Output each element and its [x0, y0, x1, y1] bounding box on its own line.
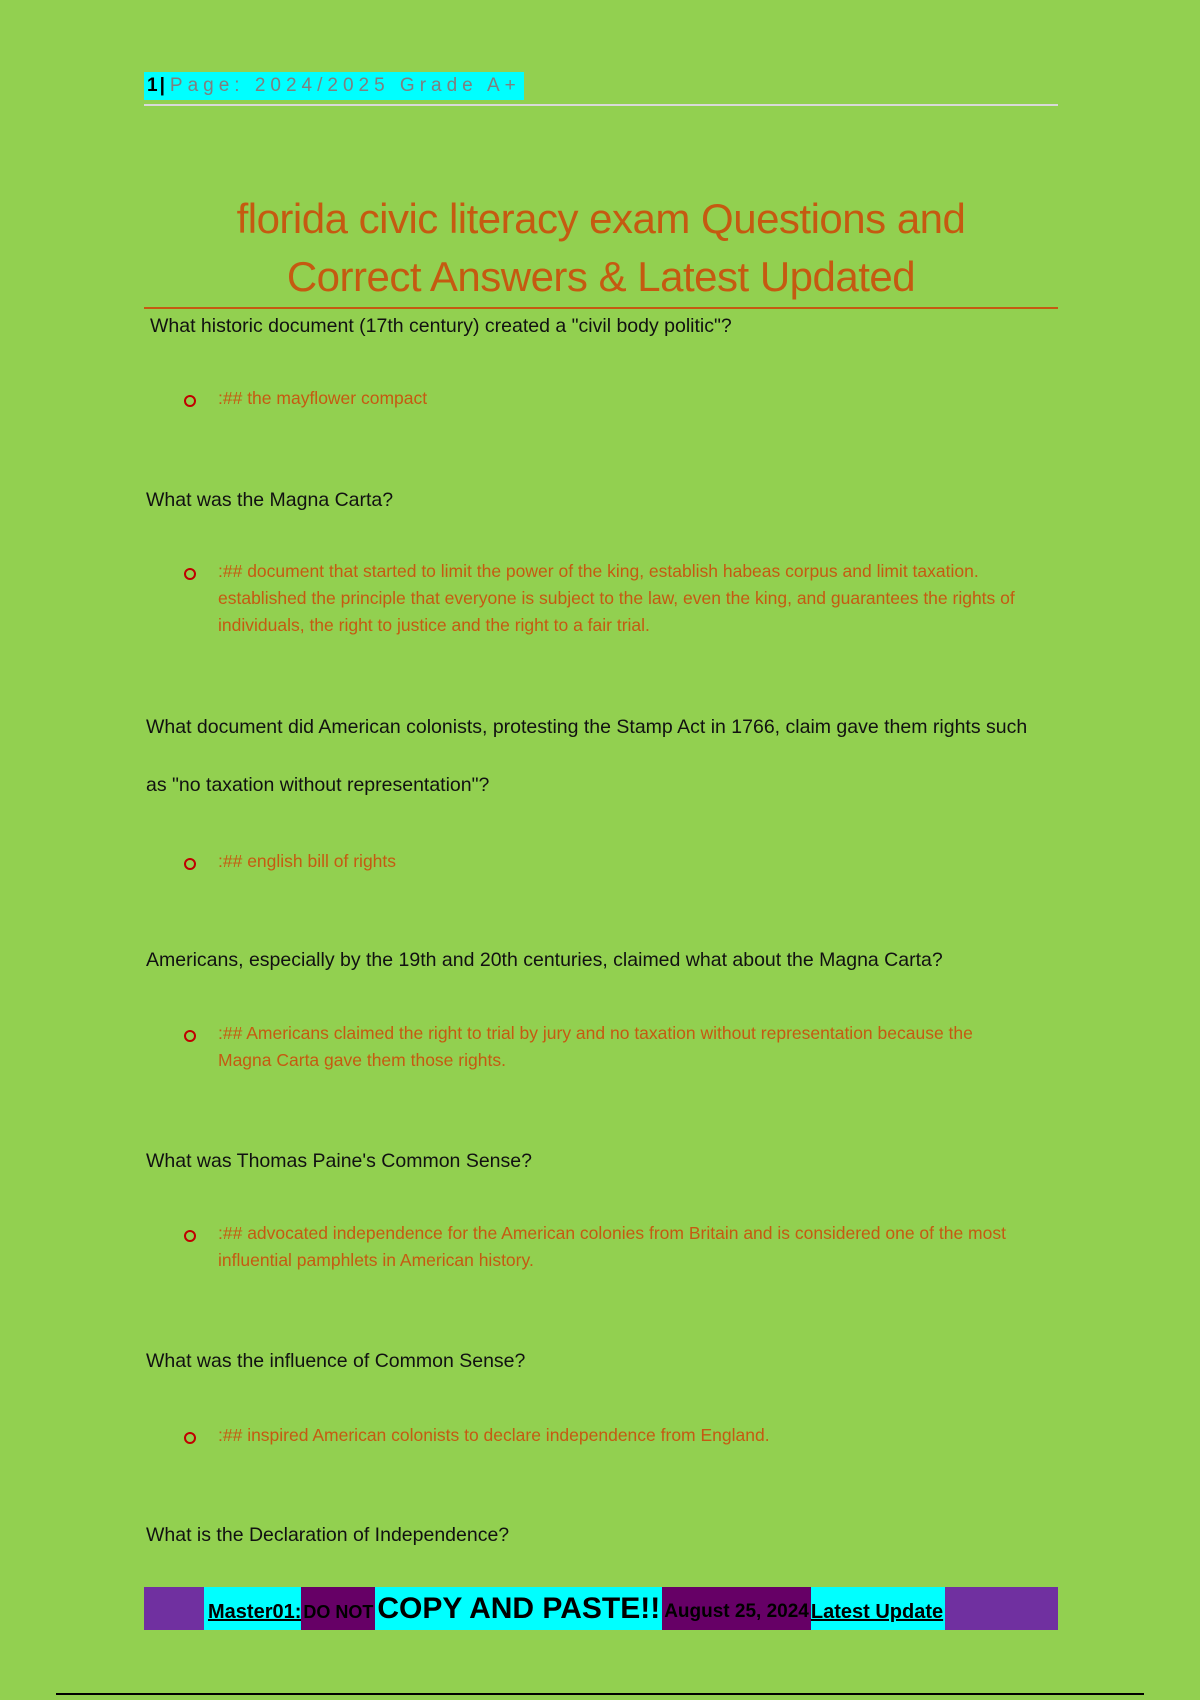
footer-do-not: DO NOT: [301, 1587, 375, 1630]
bullet-icon: [184, 568, 198, 582]
answer-4: :## Americans claimed the right to trial by jury and no taxation without representation because the Magna Carta gave them those rights.: [218, 1023, 973, 1070]
page-number: 1: [147, 75, 160, 96]
question-5: What was Thomas Paine's Common Sense?: [146, 1150, 532, 1172]
document-title: [144, 190, 1058, 306]
page-label: [144, 72, 524, 100]
bullet-icon: [184, 1230, 198, 1244]
title-divider: [144, 307, 1058, 309]
question-2: What was the Magna Carta?: [146, 489, 394, 511]
question-3: What document did American colonists, protesting the Stamp Act in 1766, claim gave them rights such as "no taxation without representation"?: [146, 716, 1028, 796]
footer-latest: Latest Update: [811, 1587, 945, 1630]
footer-date: August 25, 2024: [662, 1587, 811, 1630]
page-text: Page: 2024/2025 Grade A+: [169, 75, 521, 96]
bullet-icon: [184, 1030, 198, 1044]
answer-2: :## document that started to limit the power of the king, establish habeas corpus and limit taxation. established the principle that everyone is subject to the law, even the king, and guarantees the rights of individuals, the right to justice and the right to a fair trial.: [218, 561, 1015, 635]
footer-master: Master01:: [204, 1587, 301, 1630]
question-4: Americans, especially by the 19th and 20th centuries, claimed what about the Magna Carta?: [146, 949, 943, 971]
question-6: What was the influence of Common Sense?: [146, 1350, 526, 1372]
title-line-2: Correct Answers & Latest Updated: [286, 253, 916, 300]
answer-1: :## the mayflower compact: [218, 388, 428, 408]
page-separator: |: [159, 75, 170, 96]
answer-3: :## english bill of rights: [218, 851, 397, 871]
footer-banner: [144, 1587, 1058, 1630]
question-7: What is the Declaration of Independence?: [146, 1524, 510, 1546]
page-header: [144, 70, 1058, 106]
bullet-icon: [184, 858, 198, 872]
answer-5: :## advocated independence for the American colonies from Britain and is considered one of the most influential pamphlets in American history.: [218, 1223, 1006, 1270]
answer-6: :## inspired American colonists to declare independence from England.: [218, 1425, 770, 1445]
question-1: What historic document (17th century) created a "civil body politic"?: [150, 315, 732, 337]
bullet-icon: [184, 1432, 198, 1446]
bullet-icon: [184, 395, 198, 409]
footer-copy-warning: COPY AND PASTE!!: [375, 1587, 662, 1630]
title-line-1: florida civic literacy exam Questions and: [236, 195, 966, 242]
bottom-divider: [56, 1693, 1144, 1695]
footer-text: [204, 1587, 945, 1630]
